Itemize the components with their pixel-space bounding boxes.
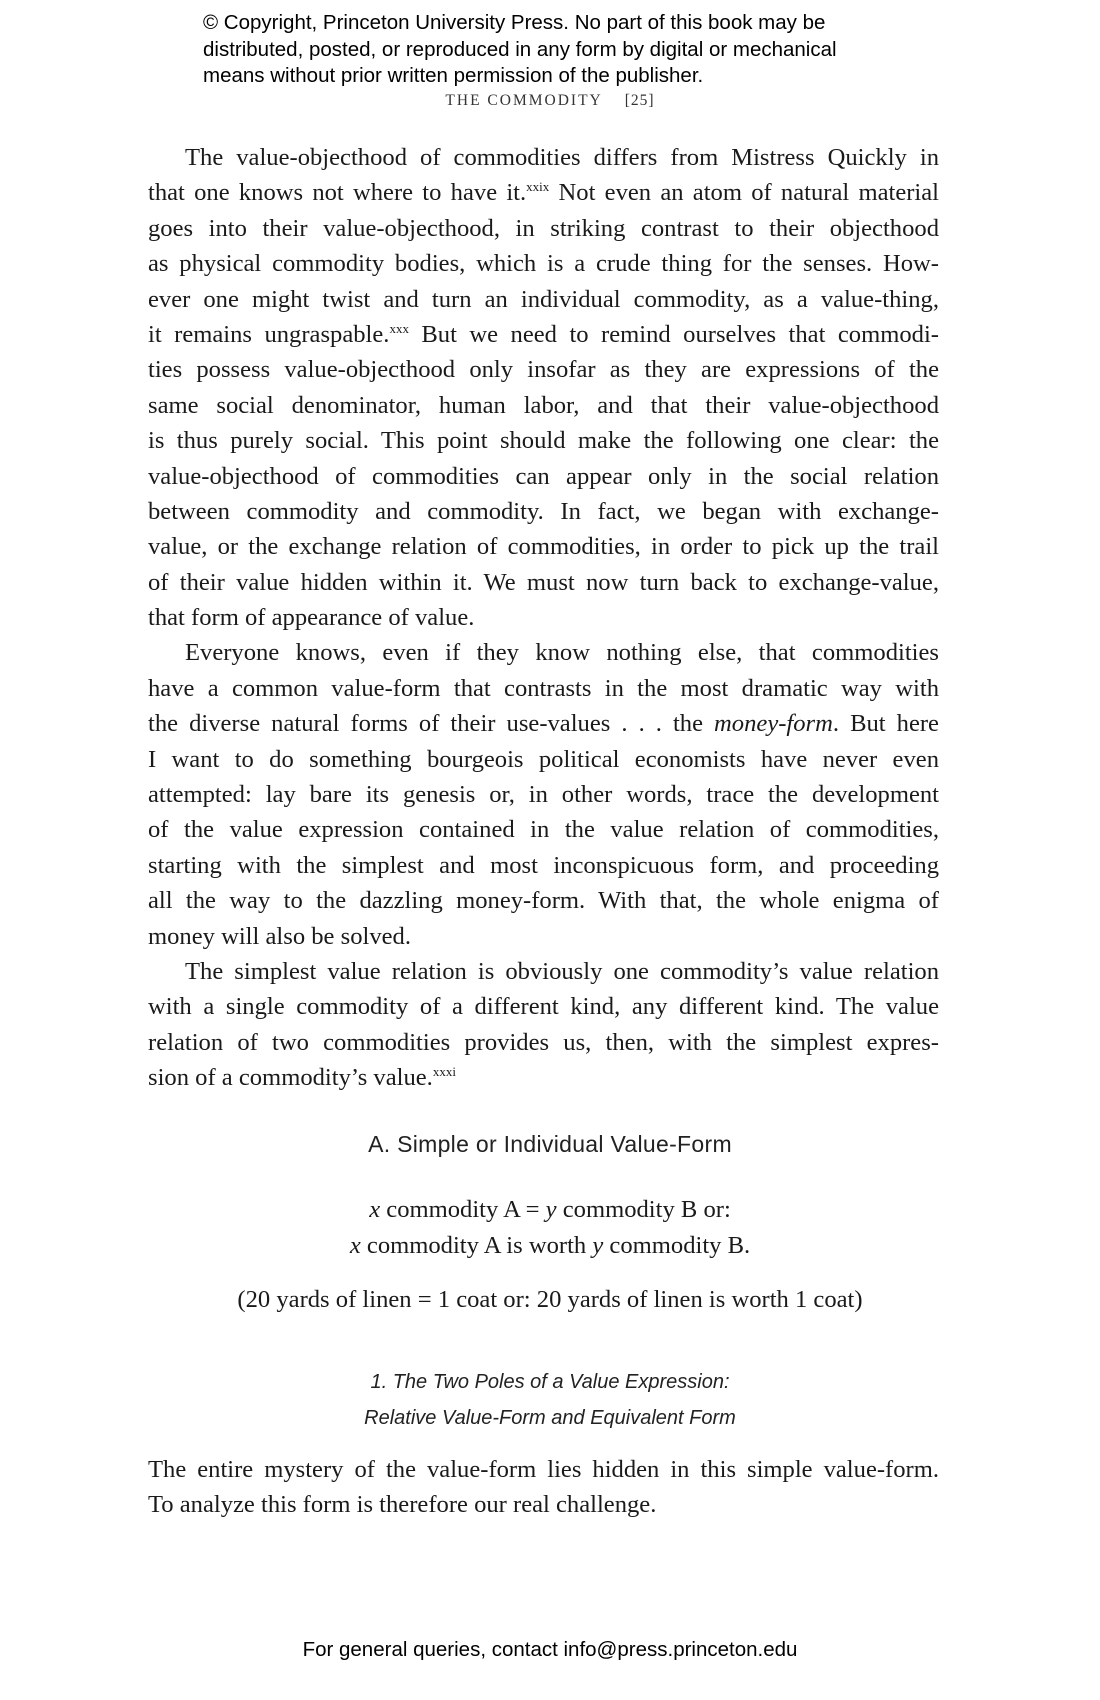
text-run: Everyone knows, even if they know nothing else, that commodities	[185, 639, 939, 667]
section-heading: A. Simple or Individual Value-Form	[368, 1131, 732, 1157]
paragraph	[148, 140, 939, 635]
text-line	[148, 388, 939, 423]
paragraph	[148, 635, 939, 954]
running-head	[0, 92, 1100, 110]
text-run: ties possess value-objecthood only insofar as they are expressions of the	[148, 356, 939, 384]
text-line	[148, 211, 939, 246]
text-run: The value-objecthood of commodities differs from Mistress Quickly in	[185, 144, 939, 171]
subheading-line: 1. The Two Poles of a Value Expression:	[370, 1371, 730, 1393]
text-run: commodity B or:	[556, 1196, 731, 1223]
text-run: the diverse natural forms of their use-values . . . the	[148, 710, 715, 738]
text-run: that one knows not where to have it.	[148, 179, 527, 207]
text-run: ever one might twist and turn an individual commodity, as a value-thing,	[148, 285, 939, 313]
text-run: I want to do something bourgeois political economists have never even	[148, 745, 939, 773]
text-run: it remains ungraspable.	[148, 320, 390, 348]
text-run: have a common value-form that contrasts in the most dramatic way with	[148, 674, 939, 702]
text-line	[148, 1452, 939, 1487]
copyright-line: © Copyright, Princeton University Press. No part of this book may be	[203, 11, 826, 34]
italic-text: y	[592, 1232, 604, 1259]
italic-text: x	[349, 1232, 361, 1259]
text-run: between commodity and commodity. In fact, we began with exchange-	[148, 497, 939, 525]
text-run: money will also be solved.	[148, 922, 411, 950]
text-run: relation of two commodities provides us, then, with the simplest expres-	[148, 1028, 939, 1056]
text-run: Not even an atom of natural material	[549, 179, 940, 207]
footnote-ref[interactable]: xxix	[526, 179, 550, 195]
text-line	[148, 246, 939, 281]
text-line	[148, 954, 939, 989]
text-line	[148, 1025, 939, 1060]
equation-line	[0, 1196, 1100, 1224]
equation-line	[0, 1232, 1100, 1260]
text-line	[148, 777, 939, 812]
text-line	[148, 742, 939, 777]
text-line	[148, 317, 939, 352]
text-line	[148, 1060, 939, 1095]
closing-paragraph	[148, 1452, 939, 1523]
text-line	[148, 848, 939, 883]
text-run: all the way to the dazzling money-form. With that, the whole enigma of	[148, 887, 939, 915]
text-run: that form of appearance of value.	[148, 604, 475, 632]
text-run: is thus purely social. This point should make the following one clear: the	[148, 427, 939, 455]
text-run: The simplest value relation is obviously one commodity’s value relation	[185, 957, 939, 985]
text-line	[148, 671, 939, 706]
text-run: But we need to remind ourselves that commodi-	[408, 320, 939, 348]
text-run: . But here	[832, 710, 939, 738]
equation-example: (20 yards of linen = 1 coat or: 20 yards of linen is worth 1 coat)	[237, 1286, 863, 1313]
text-run: of the value expression contained in the value relation of commodities,	[148, 816, 939, 844]
text-run: commodity A is worth	[360, 1232, 593, 1259]
copyright-line: means without prior written permission of the publisher.	[203, 64, 704, 87]
footnote-ref[interactable]: xxx	[389, 320, 409, 336]
italic-text: x	[369, 1196, 381, 1223]
text-line	[148, 706, 939, 741]
italic-text: y	[545, 1196, 557, 1223]
text-line	[148, 635, 939, 670]
text-line	[148, 919, 939, 954]
running-head-title: THE COMMODITY	[445, 92, 603, 109]
text-line	[148, 140, 939, 175]
text-run: starting with the simplest and most inconspicuous form, and proceeding	[148, 851, 939, 879]
footnote-ref[interactable]: xxxi	[432, 1064, 456, 1080]
footer-contact: For general queries, contact info@press.princeton.edu	[302, 1638, 798, 1661]
text-line	[148, 989, 939, 1024]
italic-text: money-form	[714, 710, 833, 738]
text-run: value-objecthood of commodities can appear only in the social relation	[148, 462, 939, 490]
text-run: To analyze this form is therefore our real challenge.	[148, 1491, 657, 1519]
page-number: [25]	[624, 92, 655, 109]
copyright-line: distributed, posted, or reproduced in any form by digital or mechanical	[203, 37, 837, 61]
text-run: commodity B.	[603, 1232, 751, 1259]
text-line	[148, 175, 939, 210]
subheading-line: Relative Value-Form and Equivalent Form	[364, 1407, 736, 1429]
text-run: The entire mystery of the value-form lies hidden in this simple value-form.	[148, 1456, 939, 1483]
text-line	[148, 812, 939, 847]
body-text	[148, 140, 939, 1096]
text-run: with a single commodity of a different kind, any different kind. The value	[148, 993, 939, 1021]
text-run: of their value hidden within it. We must now turn back to exchange-value,	[148, 568, 939, 596]
text-run: sion of a commodity’s value.	[148, 1064, 433, 1092]
text-line	[148, 352, 939, 387]
text-run: same social denominator, human labor, and that their value-objecthood	[148, 391, 939, 419]
text-line	[148, 423, 939, 458]
text-line	[148, 529, 939, 564]
text-run: goes into their value-objecthood, in striking contrast to their objecthood	[148, 214, 939, 242]
copyright-notice	[203, 10, 837, 90]
text-line	[148, 1487, 939, 1522]
text-line	[148, 883, 939, 918]
text-line	[148, 600, 939, 635]
text-line	[148, 459, 939, 494]
text-run: attempted: lay bare its genesis or, in other words, trace the development	[148, 781, 939, 809]
text-line	[148, 565, 939, 600]
text-run: as physical commodity bodies, which is a crude thing for the senses. How-	[148, 250, 939, 278]
text-run: commodity A =	[380, 1196, 546, 1223]
paragraph	[148, 954, 939, 1096]
text-run: value, or the exchange relation of commodities, in order to pick up the trail	[148, 533, 939, 561]
text-line	[148, 494, 939, 529]
text-line	[148, 282, 939, 317]
